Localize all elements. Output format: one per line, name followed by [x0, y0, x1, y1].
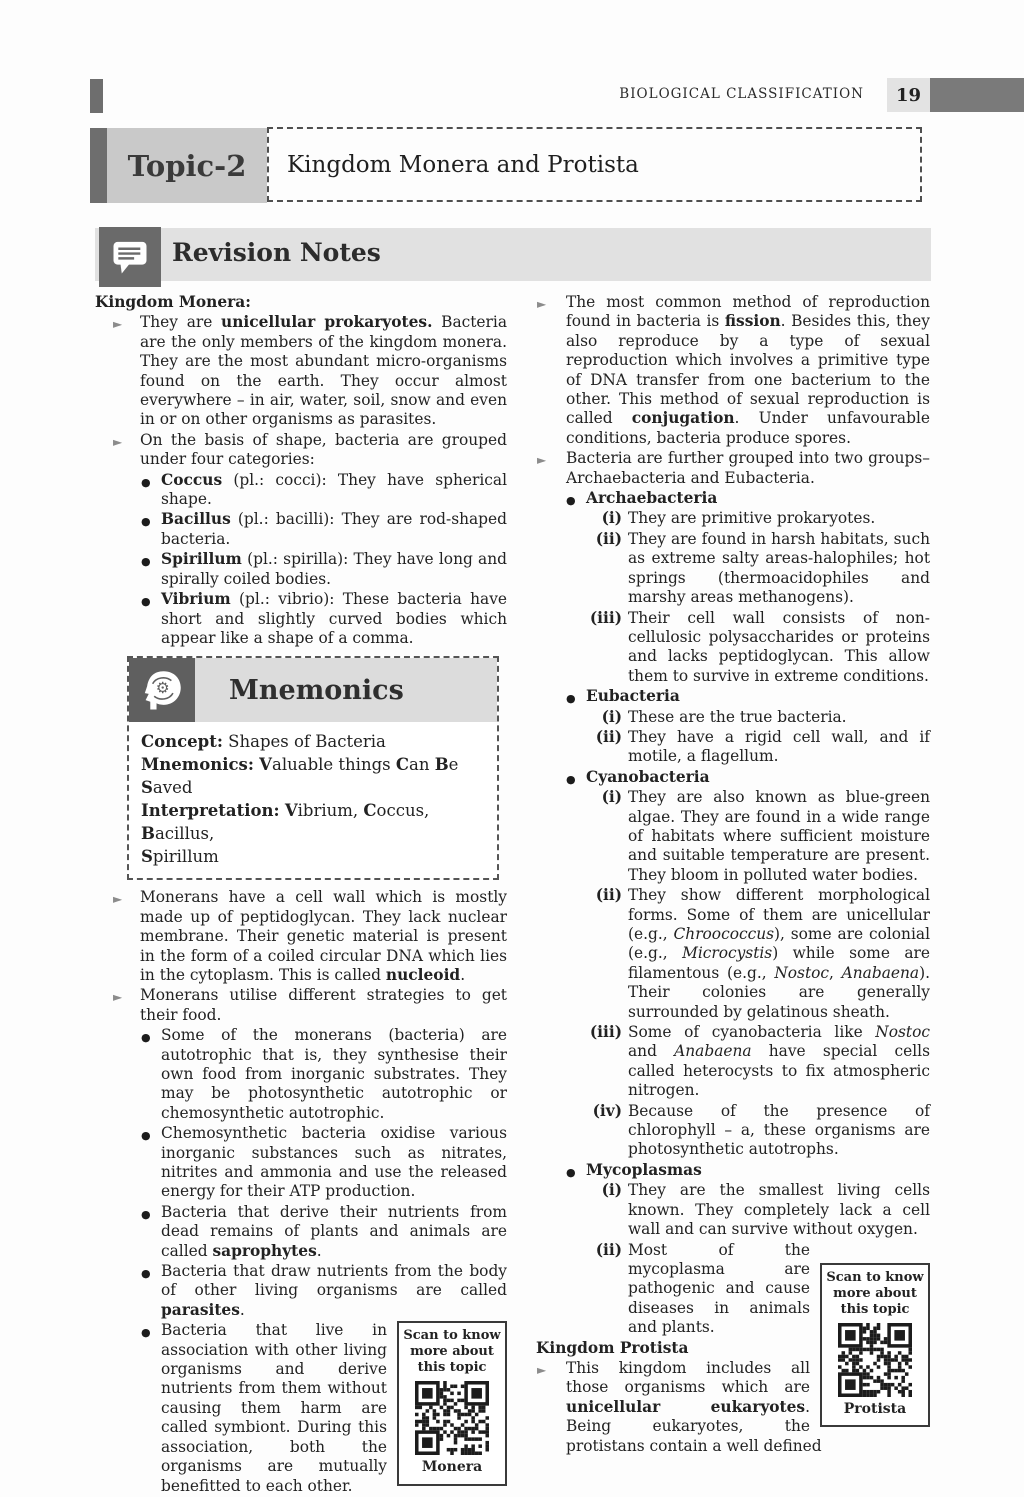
- roman-marker: (ii): [595, 886, 622, 905]
- text-segment: Spirillum: [161, 550, 242, 569]
- note-item: [95, 986, 507, 1025]
- text-segment: ). Their colonies are generally surrounded by gelatinous sheath.: [628, 963, 930, 1021]
- note-text: [628, 728, 930, 765]
- note-item: [536, 449, 930, 488]
- running-head-title: BIOLOGICAL CLASSIFICATION: [619, 86, 864, 102]
- note-text: [628, 1241, 810, 1337]
- text-segment: Because of the presence of chlorophyll – a, these organisms are photosynthetic autotrophs.: [628, 1101, 930, 1159]
- text-segment: Monerans utilise different strategies to get their food.: [140, 986, 507, 1024]
- note-text: [586, 1161, 702, 1179]
- text-segment: On the basis of shape, bacteria are grouped under four categories:: [140, 430, 507, 469]
- note-text: [586, 768, 710, 786]
- note-item: [95, 1321, 507, 1496]
- dot-bullet-icon: ●: [141, 1031, 151, 1045]
- dot-bullet-icon: ●: [566, 772, 576, 786]
- left-column-bottom: [95, 1321, 507, 1496]
- text-segment: C: [395, 755, 409, 775]
- mnemonics-body: [129, 722, 497, 878]
- note-text: [140, 986, 507, 1023]
- text-segment: parasites: [161, 1300, 240, 1319]
- mnemonics-header: [129, 658, 497, 722]
- note-item: [536, 886, 930, 1022]
- roman-marker: (i): [601, 707, 622, 726]
- note-item: [536, 1161, 930, 1180]
- text-segment: occus,: [376, 801, 430, 821]
- note-text: [161, 550, 507, 587]
- note-item: [536, 768, 930, 787]
- left-column-top: [95, 293, 507, 648]
- section-heading: [536, 1339, 930, 1358]
- text-segment: Mycoplasmas: [586, 1160, 702, 1179]
- note-text: [566, 1359, 822, 1455]
- text-segment: Bacteria that derive their nutrients from dead remains of plants and animals are called: [161, 1202, 507, 1260]
- text-segment: Interpretation:: [141, 801, 280, 821]
- header-edge-bar: [930, 78, 1024, 112]
- note-item: [95, 1203, 507, 1261]
- note-text: [628, 1181, 930, 1238]
- right-column-top: [536, 293, 930, 1240]
- text-segment: saprophytes: [212, 1241, 317, 1260]
- note-text: [161, 1203, 507, 1260]
- text-segment: Archaebacteria: [586, 489, 718, 508]
- note-text: [586, 687, 680, 705]
- note-text: [95, 293, 251, 311]
- roman-marker: (i): [601, 1181, 622, 1200]
- text-segment: aluable things: [271, 755, 396, 775]
- text-segment: Their cell wall consists of non-cellulosic polysaccharides or proteins and lacks peptidoglycan. This allow them to survive in extreme conditions.: [628, 608, 930, 685]
- note-item: [95, 510, 507, 549]
- text-segment: ibrium,: [297, 801, 364, 821]
- revision-notes-title: Revision Notes: [172, 238, 381, 267]
- text-segment: Eubacteria: [586, 687, 680, 706]
- note-item: [95, 471, 507, 510]
- text-segment: Shapes of Bacteria: [222, 732, 386, 752]
- text-segment: The most common method of reproduction found in bacteria is: [566, 293, 930, 331]
- roman-marker: (ii): [595, 529, 622, 548]
- note-text: [161, 1262, 507, 1319]
- topic-title-text: Kingdom Monera and Protista: [287, 151, 639, 178]
- text-segment: Nostoc: [875, 1023, 930, 1042]
- text-segment: They are the smallest living cells known. They completely lack a cell wall and can survive without oxygen.: [628, 1181, 930, 1239]
- text-segment: an: [409, 755, 435, 775]
- head-gear-icon: [129, 658, 195, 722]
- text-segment: They show different morphological forms. Some of them are unicellular (e.g.,: [628, 886, 930, 943]
- note-item: [536, 788, 930, 885]
- dot-bullet-icon: ●: [141, 595, 151, 609]
- text-segment: Some of the monerans (bacteria) are autotrophic that is, they synthesise their own food from inorganic substrates. They may be photosynthetic autotrophic or chemosynthetic autotrophic.: [161, 1026, 507, 1122]
- text-segment: C: [363, 801, 377, 821]
- text-segment: fission: [724, 312, 781, 331]
- dot-bullet-icon: ●: [141, 555, 151, 569]
- text-segment: (pl.: vibrio): These bacteria have short and slightly curved bodies which appear like a shape of a comma.: [161, 590, 507, 647]
- mnemonics-line: [141, 730, 487, 753]
- text-segment: ) while some are filamentous (e.g.,: [628, 944, 930, 982]
- text-segment: Monerans have a cell wall which is mostly made up of peptidoglycan. They lack nuclear membrane. Their genetic material is present in the form of a coiled circular DNA which lies in the cytoplasm. This is called: [140, 888, 507, 984]
- text-segment: .: [316, 1241, 322, 1260]
- text-segment: Bacteria that live in association with other living organisms and derive nutrients from them without causing them harm are called symbiont. During this association, both the organisms are mutually benefitted to each other.: [161, 1321, 387, 1495]
- mnemonics-line: [141, 799, 487, 845]
- topic-side-block: [90, 128, 107, 203]
- note-item: [95, 1262, 507, 1320]
- note-item: [95, 888, 507, 985]
- note-text: [628, 509, 875, 527]
- roman-marker: (ii): [595, 1240, 622, 1259]
- arrow-bullet-icon: ►: [113, 990, 123, 1005]
- dot-bullet-icon: ●: [566, 692, 576, 706]
- roman-marker: (ii): [595, 727, 622, 746]
- note-item: [536, 609, 930, 687]
- text-segment: Kingdom Protista: [536, 1338, 689, 1357]
- note-text: [566, 449, 930, 486]
- note-text: [628, 788, 930, 884]
- qr-caption: Monera: [421, 1459, 483, 1476]
- note-item: [536, 1023, 930, 1101]
- right-column-bottom: [536, 1241, 930, 1456]
- note-text: [140, 313, 507, 428]
- roman-marker: (i): [601, 788, 622, 807]
- note-item: [536, 708, 930, 727]
- note-text: [161, 1124, 507, 1200]
- text-segment: Bacteria are the only members of the kingdom monera. They are the most abundant micro-organisms found on the earth. They occur almost everywhere – in air, water, soil, snow and even in or on other organisms as parasites.: [140, 313, 507, 429]
- text-segment: (pl.: cocci): They have spherical shape.: [161, 470, 507, 509]
- text-segment: Mnemonics:: [141, 755, 254, 775]
- chat-bubble-icon: [99, 227, 161, 287]
- right-column: [536, 293, 930, 1457]
- text-segment: They are: [140, 313, 222, 332]
- note-item: [536, 687, 930, 706]
- text-segment: and: [628, 1042, 675, 1061]
- text-segment: ,: [829, 963, 842, 982]
- note-text: [628, 886, 930, 1020]
- text-segment: They have a rigid cell wall, and if motile, a flagellum.: [628, 727, 930, 766]
- mnemonics-line: [141, 845, 487, 868]
- arrow-bullet-icon: ►: [537, 1362, 547, 1377]
- text-segment: (pl.: spirilla): They have long and spirally coiled bodies.: [161, 550, 507, 588]
- arrow-bullet-icon: ►: [537, 297, 547, 311]
- note-item: [536, 293, 930, 448]
- text-segment: aved: [152, 778, 193, 798]
- note-text: [161, 471, 507, 508]
- mnemonics-title: Mnemonics: [195, 658, 497, 722]
- roman-marker: (iii): [589, 1023, 622, 1042]
- dot-bullet-icon: ●: [141, 475, 151, 489]
- note-text: [536, 1339, 689, 1357]
- text-segment: They are primitive prokaryotes.: [628, 509, 876, 528]
- text-segment: nucleoid: [385, 965, 461, 984]
- text-segment: B: [141, 824, 155, 844]
- text-segment: Microcystis: [682, 944, 773, 963]
- text-segment: V: [284, 801, 298, 821]
- text-segment: unicellular eukaryotes: [566, 1397, 806, 1416]
- roman-marker: (iii): [589, 608, 622, 627]
- dot-bullet-icon: ●: [566, 494, 576, 508]
- note-text: [566, 293, 930, 447]
- text-segment: pirillum: [152, 847, 219, 867]
- note-item: [536, 1359, 930, 1456]
- section-heading: [95, 293, 507, 312]
- text-segment: Chroococcus: [673, 925, 775, 943]
- text-segment: Bacteria that draw nutrients from the body of other living organisms are called: [161, 1262, 507, 1300]
- note-text: [161, 1026, 507, 1122]
- topic-label: Topic-2: [107, 128, 267, 203]
- note-text: [628, 609, 930, 685]
- text-segment: V: [259, 755, 272, 775]
- mnemonics-line: [141, 753, 487, 799]
- text-segment: .: [239, 1300, 245, 1319]
- note-item: [536, 1102, 930, 1160]
- note-text: [140, 431, 507, 468]
- arrow-bullet-icon: ►: [537, 453, 547, 468]
- note-item: [536, 509, 930, 528]
- note-item: [536, 1241, 930, 1338]
- text-segment: ), some are colonial (e.g.,: [628, 925, 930, 963]
- note-item: [95, 550, 507, 589]
- dot-bullet-icon: ●: [141, 1207, 151, 1221]
- note-text: [628, 530, 930, 606]
- text-segment: Anabaena: [674, 1042, 752, 1061]
- text-segment: have special cells called heterocysts to fix atmospheric nitrogen.: [628, 1042, 930, 1100]
- text-segment: S: [141, 778, 153, 798]
- svg-text:⚙: ⚙: [155, 679, 170, 698]
- note-item: [536, 1181, 930, 1239]
- arrow-bullet-icon: ►: [113, 892, 123, 907]
- text-segment: Chemosynthetic bacteria oxidise various inorganic substances such as nitrates, nitrites and ammonia and use the released energy for their ATP production.: [161, 1124, 507, 1201]
- text-segment: Most of the mycoplasma are pathogenic and cause diseases in animals and plants.: [628, 1240, 810, 1337]
- roman-marker: (iv): [592, 1101, 622, 1120]
- text-segment: conjugation: [631, 409, 735, 428]
- note-item: [95, 313, 507, 429]
- note-text: [140, 888, 507, 984]
- text-segment: Kingdom Monera:: [95, 293, 251, 311]
- note-text: [628, 1102, 930, 1159]
- note-item: [95, 431, 507, 470]
- dot-bullet-icon: ●: [566, 1165, 576, 1179]
- note-text: [628, 1023, 930, 1099]
- text-segment: Some of cyanobacteria like: [628, 1023, 876, 1042]
- text-segment: e: [448, 755, 459, 775]
- arrow-bullet-icon: ►: [113, 317, 123, 332]
- text-segment: Bacillus: [161, 510, 231, 529]
- text-segment: They are also known as blue-green algae. They are found in a wide range of habitats where sufficient moisture and suitable temperature are present. They bloom in polluted water bodies.: [628, 788, 930, 884]
- note-item: [95, 590, 507, 648]
- note-text: [161, 590, 507, 647]
- note-text: [586, 489, 717, 507]
- text-segment: Anabaena: [841, 963, 920, 982]
- note-item: [536, 728, 930, 767]
- dot-bullet-icon: ●: [141, 515, 151, 529]
- text-segment: They are found in harsh habitats, such as extreme salty areas-halophiles; hot springs (thermoacidophiles and marshy areas methanogens).: [628, 529, 930, 607]
- arrow-bullet-icon: ►: [113, 434, 123, 449]
- text-segment: Vibrium: [161, 590, 231, 609]
- text-segment: . Under unfavourable conditions, bacteria produce spores.: [566, 409, 930, 447]
- text-segment: acillus,: [154, 824, 215, 844]
- text-segment: unicellular prokaryotes.: [221, 313, 433, 332]
- text-segment: Cyanobacteria: [586, 767, 710, 786]
- note-item: [95, 1026, 507, 1123]
- qr-scan-text: Scan to know more about this topic: [403, 1328, 501, 1376]
- text-segment: These are the true bacteria.: [628, 707, 847, 726]
- text-segment: This kingdom includes all those organisms which are: [566, 1358, 810, 1397]
- roman-marker: (i): [601, 509, 622, 528]
- dot-bullet-icon: ●: [141, 1267, 151, 1281]
- dot-bullet-icon: ●: [141, 1326, 151, 1340]
- qr-scan-text: Scan to know more about this topic: [826, 1269, 924, 1317]
- qr-caption: Protista: [843, 1400, 907, 1417]
- note-item: [536, 530, 930, 608]
- text-segment: Concept:: [141, 732, 223, 752]
- left-column-mid: [95, 888, 507, 1320]
- page-number: 19: [887, 78, 930, 112]
- text-segment: . Being eukaryotes, the protistans contain a well defined: [566, 1397, 822, 1455]
- note-text: [628, 708, 847, 726]
- page-corner-block: [90, 79, 103, 113]
- mnemonics-box: [127, 656, 499, 880]
- text-segment: B: [434, 755, 449, 775]
- left-column: [95, 293, 507, 1497]
- dot-bullet-icon: ●: [141, 1129, 151, 1143]
- note-item: [95, 1124, 507, 1202]
- text-segment: S: [141, 847, 153, 867]
- text-segment: (pl.: bacilli): They are rod-shaped bacteria.: [161, 510, 507, 548]
- text-segment: Nostoc: [774, 963, 830, 982]
- topic-title: [267, 127, 922, 202]
- note-text: [161, 510, 507, 547]
- note-item: [536, 489, 930, 508]
- text-segment: Coccus: [161, 470, 223, 489]
- text-segment: .: [460, 965, 466, 984]
- text-segment: Bacteria are further grouped into two groups– Archaebacteria and Eubacteria.: [566, 449, 930, 487]
- text-segment: . Besides this, they also reproduce by a type of sexual reproduction which involves a primitive type of DNA transfer from one bacterium to the other. This method of sexual reproduction is called: [566, 312, 930, 428]
